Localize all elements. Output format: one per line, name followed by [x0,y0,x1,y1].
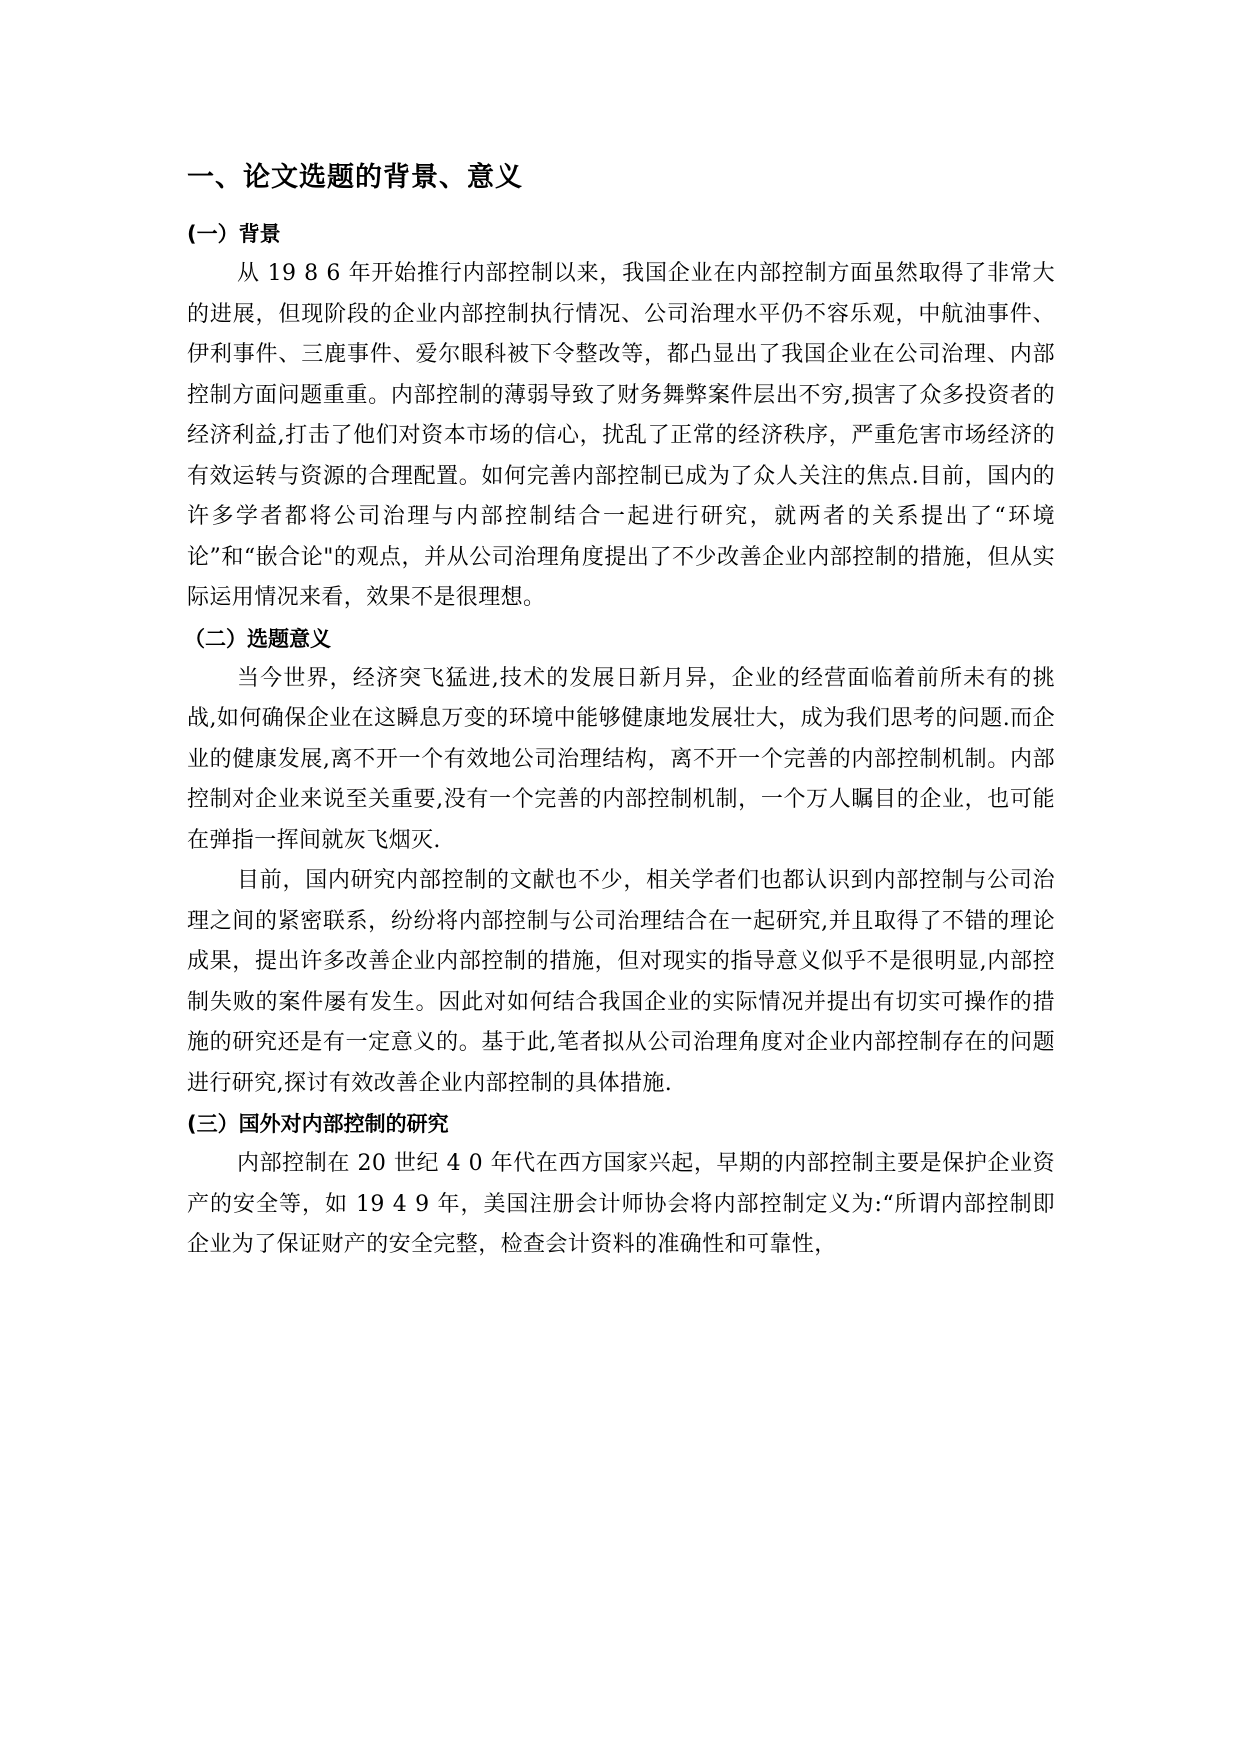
subsection-heading-significance: （二）选题意义 [184,626,331,651]
paragraph-significance-2: 目前，国内研究内部控制的文献也不少，相关学者们也都认识到内部控制与公司治理之间的紧密联系，纷纷将内部控制与公司治理结合在一起研究,并且取得了不错的理论成果，提出许多改善企业内部控制的措施，但对现实的指导意义似乎不是很明显,内部控制失败的案件屡有发生。因此对如何结合我国企业的实际情况并提出有切实可操作的措施的研究还是有一定意义的。基于此,笔者拟从公司治理角度对企业内部控制存在的问题进行研究,探讨有效改善企业内部控制的具体措施. [187,868,1055,1096]
subsection-heading-background: (一）背景 [187,222,281,246]
paragraph-background: 从 19 8 6 年开始推行内部控制以来，我国企业在内部控制方面虽然取得了非常大的进展，但现阶段的企业内部控制执行情况、公司治理水平仍不容乐观，中航油事件、伊利事件、三鹿事件、爱尔眼科被下令整改等，都凸显出了我国企业在公司治理、内部控制方面问题重重。内部控制的薄弱导致了财务舞弊案件层出不穷,损害了众多投资者的经济利益,打击了他们对资本市场的信心，扰乱了正常的经济秩序，严重危害市场经济的有效运转与资源的合理配置。如何完善内部控制已成为了众人关注的焦点.目前，国内的许多学者都将公司治理与内部控制结合一起进行研究，就两者的关系提出了“环境论”和“嵌合论"的观点，并从公司治理角度提出了不少改善企业内部控制的措施，但从实际运用情况来看，效果不是很理想。 [187,261,1055,610]
document-body [184,158,1055,1266]
subsection-heading-foreign-research: (三）国外对内部控制的研究 [187,1112,449,1136]
paragraph-foreign-research: 内部控制在 20 世纪 4 0 年代在西方国家兴起，早期的内部控制主要是保护企业资产的安全等，如 19 4 9 年，美国注册会计师协会将内部控制定义为:“所谓内部控制即企业为了保证财产的安全完整，检查会计资料的准确性和可靠性， [187,1151,1055,1257]
paragraph-significance-1: 当今世界，经济突飞猛进,技术的发展日新月异，企业的经营面临着前所未有的挑战,如何确保企业在这瞬息万变的环境中能够健康地发展壮大，成为我们思考的问题.而企业的健康发展,离不开一个有效地公司治理结构，离不开一个完善的内部控制机制。内部控制对企业来说至关重要,没有一个完善的内部控制机制，一个万人瞩目的企业，也可能在弹指一挥间就灰飞烟灭. [187,665,1055,853]
section-title: 一、论文选题的背景、意义 [187,162,523,193]
